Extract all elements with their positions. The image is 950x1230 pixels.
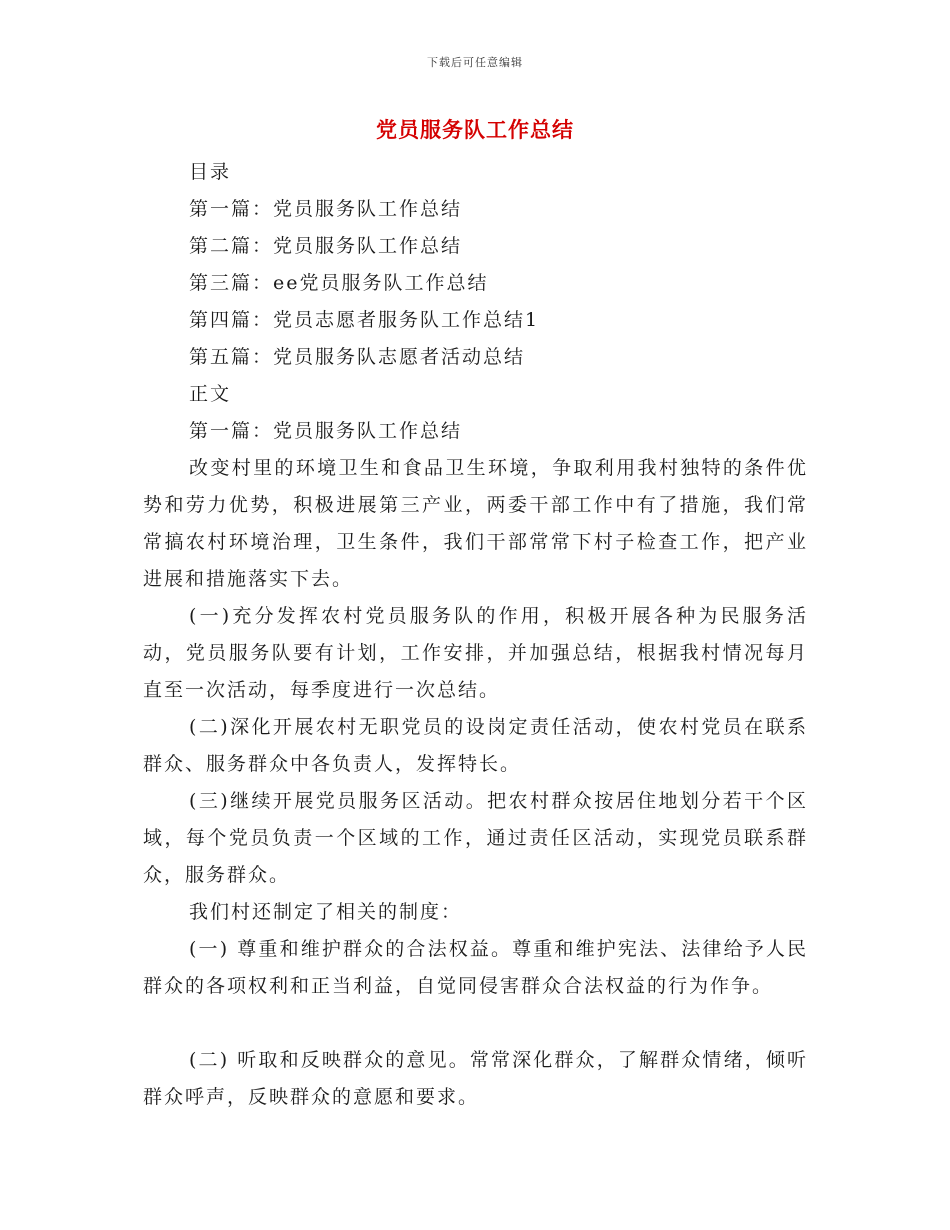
toc-item: 第五篇：党员服务队志愿者活动总结	[189, 346, 526, 368]
paragraph: (三)继续开展党员服务区活动。把农村群众按居住地划分若干个区域，每个党员负责一个区域的工作，通过责任区活动，实现党员联系群众，服务群众。	[143, 790, 808, 886]
section-heading: 第一篇：党员服务队工作总结	[189, 420, 463, 442]
paragraph: 我们村还制定了相关的制度：	[189, 901, 463, 923]
toc-heading: 目录	[189, 161, 232, 183]
header-note: 下载后可任意编辑	[427, 56, 523, 69]
spacer	[143, 1005, 808, 1042]
document-title: 党员服务队工作总结	[376, 118, 574, 142]
toc-item: 第一篇：党员服务队工作总结	[189, 198, 463, 220]
paragraph: (一)充分发挥农村党员服务队的作用，积极开展各种为民服务活动，党员服务队要有计划，工作安排，并加强总结，根据我村情况每月直至一次活动，每季度进行一次总结。	[143, 605, 808, 701]
toc-item: 第三篇：ee党员服务队工作总结	[189, 272, 489, 294]
toc-item: 第二篇：党员服务队工作总结	[189, 235, 463, 257]
paragraph: 改变村里的环境卫生和食品卫生环境，争取利用我村独特的条件优势和劳力优势，积极进展第三产业，两委干部工作中有了措施，我们常常搞农村环境治理，卫生条件，我们干部常常下村子检查工作，把产业进展和措施落实下去。	[143, 457, 808, 590]
paragraph: (一) 尊重和维护群众的合法权益。尊重和维护宪法、法律给予人民群众的各项权利和正当利益，自觉同侵害群众合法权益的行为作争。	[143, 938, 808, 997]
paragraph: (二)深化开展农村无职党员的设岗定责任活动，使农村党员在联系群众、服务群众中各负责人，发挥特长。	[143, 716, 808, 775]
document-body	[143, 154, 808, 1116]
paragraph: (二) 听取和反映群众的意见。常常深化群众，了解群众情绪，倾听群众呼声，反映群众的意愿和要求。	[143, 1049, 808, 1108]
toc-item: 第四篇：党员志愿者服务队工作总结1	[189, 309, 540, 331]
body-heading: 正文	[189, 383, 232, 405]
